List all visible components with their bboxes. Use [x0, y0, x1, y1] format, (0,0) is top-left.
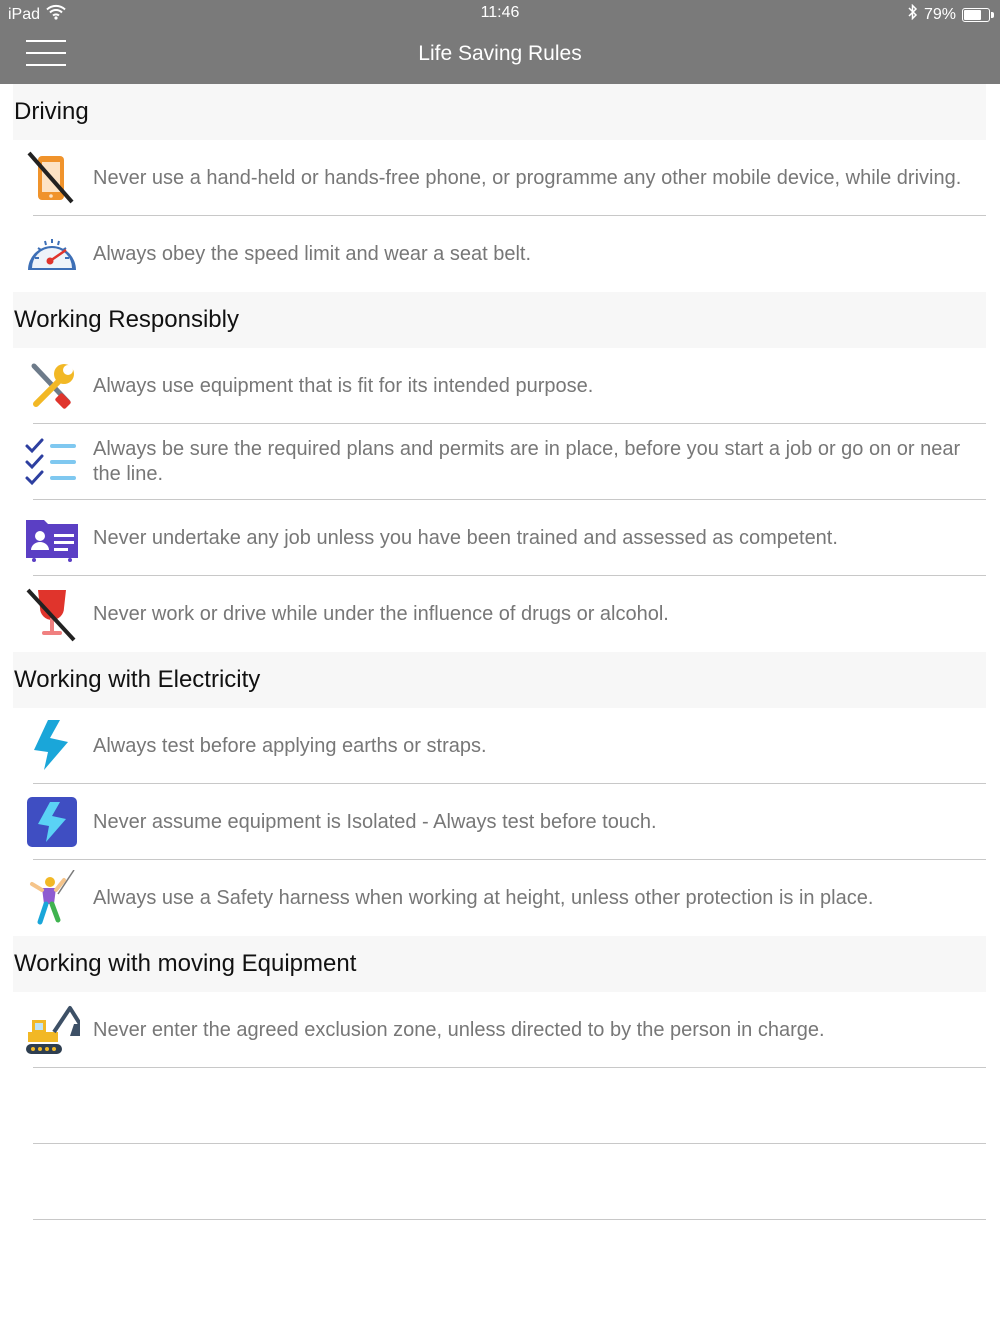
- section-header-working-with-moving-equipment: Working with moving Equipment: [13, 936, 986, 992]
- section-header-driving: Driving: [13, 84, 986, 140]
- rule-text: Always use a Safety harness when working at height, unless other protection is in place.: [93, 886, 874, 909]
- battery-percent: 79%: [923, 5, 956, 23]
- wifi-icon: [46, 4, 66, 25]
- tools-icon: [24, 358, 80, 414]
- status-time: 11:46: [480, 4, 520, 21]
- rule-text: Never assume equipment is Isolated - Always test before touch.: [93, 810, 657, 833]
- section-header-working-responsibly: Working Responsibly: [13, 292, 986, 348]
- rule-row[interactable]: [0, 576, 1000, 652]
- lightning-box-icon: [24, 794, 80, 850]
- rules-list: [0, 84, 1000, 1220]
- rule-text: Always use equipment that is fit for its intended purpose.: [93, 374, 594, 397]
- rule-row[interactable]: [0, 140, 1000, 216]
- top-bar: [0, 0, 1000, 84]
- rule-row[interactable]: [0, 216, 1000, 292]
- rule-text: Never undertake any job unless you have been trained and assessed as competent.: [93, 526, 838, 549]
- rule-text: Always obey the speed limit and wear a seat belt.: [93, 242, 532, 265]
- status-left: [8, 4, 66, 25]
- empty-row: [0, 1144, 1000, 1220]
- id-card-icon: [24, 510, 80, 566]
- bluetooth-icon: [908, 4, 918, 25]
- no-phone-icon: [24, 150, 80, 206]
- status-right: [908, 4, 990, 25]
- excavator-icon: [24, 1002, 80, 1058]
- page-title: Life Saving Rules: [418, 42, 582, 65]
- battery-icon: [962, 8, 990, 22]
- speedometer-icon: [24, 226, 80, 282]
- rule-text: Always test before applying earths or straps.: [93, 734, 487, 757]
- climber-icon: [24, 870, 80, 926]
- lightning-icon: [24, 718, 80, 774]
- rule-row[interactable]: [0, 784, 1000, 860]
- rule-row[interactable]: [0, 860, 1000, 936]
- rule-row[interactable]: [0, 500, 1000, 576]
- rule-text: Never use a hand-held or hands-free phone, or programme any other mobile device, while driving.: [93, 166, 962, 189]
- empty-row: [0, 1068, 1000, 1144]
- rule-row[interactable]: [0, 348, 1000, 424]
- rule-row[interactable]: [0, 424, 1000, 500]
- no-alcohol-icon: [24, 586, 80, 642]
- rule-text: Always be sure the required plans and permits are in place, before you start a job or go on or near the line.: [93, 438, 961, 485]
- rule-text: Never work or drive while under the influence of drugs or alcohol.: [93, 602, 669, 625]
- checklist-icon: [24, 434, 80, 490]
- hamburger-menu-icon[interactable]: [26, 40, 66, 68]
- device-label: iPad: [8, 5, 41, 23]
- rule-row[interactable]: [0, 992, 1000, 1068]
- rule-text: Never enter the agreed exclusion zone, unless directed to by the person in charge.: [93, 1018, 825, 1041]
- rule-row[interactable]: [0, 708, 1000, 784]
- section-header-working-with-electricity: Working with Electricity: [13, 652, 986, 708]
